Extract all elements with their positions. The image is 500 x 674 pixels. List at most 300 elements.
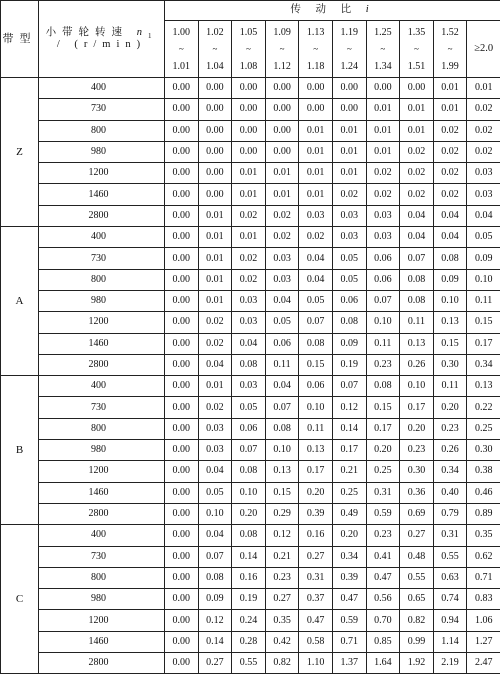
power-value-cell: 0.00 bbox=[232, 120, 266, 141]
power-value-cell: 0.02 bbox=[433, 163, 467, 184]
power-value-cell: 0.01 bbox=[400, 120, 434, 141]
speed-cell: 980 bbox=[39, 589, 165, 610]
power-value-cell: 0.28 bbox=[232, 631, 266, 652]
power-value-cell: 0.04 bbox=[232, 333, 266, 354]
power-value-cell: 0.17 bbox=[467, 333, 500, 354]
power-value-cell: 0.01 bbox=[198, 205, 232, 226]
power-value-cell: 0.06 bbox=[299, 376, 333, 397]
power-value-cell: 0.13 bbox=[400, 333, 434, 354]
power-value-cell: 0.39 bbox=[332, 567, 366, 588]
power-value-cell: 0.02 bbox=[232, 248, 266, 269]
power-value-cell: 0.00 bbox=[165, 354, 199, 375]
power-value-cell: 0.06 bbox=[366, 248, 400, 269]
ratio-range-header-last: ≥2.0 bbox=[467, 21, 500, 78]
power-value-cell: 0.00 bbox=[400, 78, 434, 99]
ratio-range-high: 1.04 bbox=[199, 58, 232, 75]
table-row bbox=[1, 610, 500, 631]
power-value-cell: 0.70 bbox=[366, 610, 400, 631]
power-value-cell: 0.10 bbox=[467, 269, 500, 290]
power-value-cell: 0.11 bbox=[467, 290, 500, 311]
power-value-cell: 0.27 bbox=[198, 653, 232, 674]
ratio-range-low: 1.00 bbox=[165, 24, 198, 41]
speed-cell: 1460 bbox=[39, 184, 165, 205]
power-value-cell: 0.63 bbox=[433, 567, 467, 588]
power-value-cell: 0.07 bbox=[265, 397, 299, 418]
power-value-cell: 0.08 bbox=[299, 333, 333, 354]
ratio-range-low: 1.02 bbox=[199, 24, 232, 41]
power-value-cell: 0.23 bbox=[265, 567, 299, 588]
ratio-range-high: 1.18 bbox=[299, 58, 332, 75]
power-value-cell: 0.04 bbox=[400, 227, 434, 248]
table-row bbox=[1, 78, 500, 99]
ratio-range-separator: ~ bbox=[266, 41, 299, 58]
power-value-cell: 0.02 bbox=[198, 333, 232, 354]
power-value-cell: 0.00 bbox=[332, 78, 366, 99]
power-value-cell: 0.04 bbox=[467, 205, 500, 226]
power-value-cell: 0.01 bbox=[433, 99, 467, 120]
power-value-cell: 0.03 bbox=[265, 269, 299, 290]
power-value-cell: 0.31 bbox=[299, 567, 333, 588]
power-value-cell: 0.11 bbox=[433, 376, 467, 397]
power-value-cell: 0.42 bbox=[265, 631, 299, 652]
ratio-range-header bbox=[265, 21, 299, 78]
power-value-cell: 0.41 bbox=[366, 546, 400, 567]
power-value-cell: 0.12 bbox=[332, 397, 366, 418]
power-value-cell: 0.27 bbox=[400, 525, 434, 546]
power-value-cell: 0.24 bbox=[232, 610, 266, 631]
table-row bbox=[1, 205, 500, 226]
power-value-cell: 0.17 bbox=[400, 397, 434, 418]
power-value-cell: 0.00 bbox=[165, 205, 199, 226]
speed-cell: 1200 bbox=[39, 610, 165, 631]
speed-header-label: 小带轮转速 bbox=[46, 27, 129, 38]
ratio-range-low: 1.13 bbox=[299, 24, 332, 41]
ratio-range-low: 1.25 bbox=[367, 24, 400, 41]
power-value-cell: 0.05 bbox=[332, 248, 366, 269]
ratio-range-low: 1.19 bbox=[333, 24, 366, 41]
table-header bbox=[1, 1, 500, 78]
power-value-cell: 0.08 bbox=[332, 312, 366, 333]
power-value-cell: 0.02 bbox=[198, 397, 232, 418]
power-value-cell: 0.01 bbox=[299, 120, 333, 141]
power-value-cell: 0.23 bbox=[366, 525, 400, 546]
power-value-cell: 0.07 bbox=[232, 440, 266, 461]
power-value-cell: 0.00 bbox=[265, 78, 299, 99]
power-value-cell: 0.02 bbox=[400, 141, 434, 162]
ratio-range-header bbox=[232, 21, 266, 78]
power-value-cell: 0.10 bbox=[433, 290, 467, 311]
power-value-cell: 0.17 bbox=[332, 440, 366, 461]
power-value-cell: 0.03 bbox=[366, 205, 400, 226]
power-value-cell: 0.11 bbox=[400, 312, 434, 333]
table-row bbox=[1, 440, 500, 461]
power-value-cell: 0.26 bbox=[433, 440, 467, 461]
table-row bbox=[1, 589, 500, 610]
power-value-cell: 0.17 bbox=[366, 418, 400, 439]
power-value-cell: 0.10 bbox=[232, 482, 266, 503]
power-value-cell: 0.29 bbox=[265, 503, 299, 524]
power-value-cell: 0.09 bbox=[198, 589, 232, 610]
table-row bbox=[1, 461, 500, 482]
table-row bbox=[1, 503, 500, 524]
power-value-cell: 0.00 bbox=[165, 99, 199, 120]
power-value-cell: 0.01 bbox=[299, 163, 333, 184]
power-value-cell: 0.15 bbox=[433, 333, 467, 354]
power-value-cell: 0.01 bbox=[198, 248, 232, 269]
power-value-cell: 0.00 bbox=[165, 631, 199, 652]
power-value-cell: 0.00 bbox=[232, 141, 266, 162]
speed-cell: 980 bbox=[39, 290, 165, 311]
ratio-range-low: 1.05 bbox=[232, 24, 265, 41]
speed-cell: 2800 bbox=[39, 503, 165, 524]
power-value-cell: 0.03 bbox=[332, 227, 366, 248]
speed-cell: 2800 bbox=[39, 354, 165, 375]
power-value-cell: 0.01 bbox=[198, 376, 232, 397]
power-value-cell: 0.01 bbox=[232, 163, 266, 184]
power-value-cell: 0.16 bbox=[299, 525, 333, 546]
power-value-cell: 0.20 bbox=[366, 440, 400, 461]
power-value-cell: 0.00 bbox=[165, 184, 199, 205]
power-value-cell: 1.14 bbox=[433, 631, 467, 652]
power-value-cell: 0.00 bbox=[332, 99, 366, 120]
power-value-cell: 0.00 bbox=[366, 78, 400, 99]
power-value-cell: 0.27 bbox=[265, 589, 299, 610]
power-value-cell: 0.47 bbox=[332, 589, 366, 610]
speed-cell: 980 bbox=[39, 141, 165, 162]
power-value-cell: 0.71 bbox=[467, 567, 500, 588]
power-value-cell: 0.00 bbox=[165, 376, 199, 397]
power-value-cell: 0.47 bbox=[299, 610, 333, 631]
power-value-cell: 0.00 bbox=[265, 120, 299, 141]
power-value-cell: 0.00 bbox=[165, 312, 199, 333]
power-value-cell: 0.15 bbox=[467, 312, 500, 333]
table-row bbox=[1, 631, 500, 652]
power-value-cell: 0.08 bbox=[265, 418, 299, 439]
power-value-cell: 0.39 bbox=[299, 503, 333, 524]
power-value-cell: 0.11 bbox=[299, 418, 333, 439]
power-value-cell: 0.17 bbox=[299, 461, 333, 482]
power-value-cell: 0.00 bbox=[265, 99, 299, 120]
ratio-range-low: 1.09 bbox=[266, 24, 299, 41]
power-value-cell: 0.19 bbox=[332, 354, 366, 375]
power-value-cell: 0.20 bbox=[433, 397, 467, 418]
power-value-cell: 0.31 bbox=[433, 525, 467, 546]
power-value-cell: 0.02 bbox=[198, 312, 232, 333]
speed-cell: 800 bbox=[39, 269, 165, 290]
belt-type-header: 带型 bbox=[1, 1, 39, 78]
power-value-cell: 0.04 bbox=[299, 269, 333, 290]
power-value-cell: 0.19 bbox=[232, 589, 266, 610]
power-value-cell: 0.34 bbox=[467, 354, 500, 375]
power-value-cell: 0.05 bbox=[232, 397, 266, 418]
power-value-cell: 0.01 bbox=[332, 163, 366, 184]
power-value-cell: 0.05 bbox=[198, 482, 232, 503]
speed-cell: 1200 bbox=[39, 461, 165, 482]
power-value-cell: 0.00 bbox=[165, 610, 199, 631]
power-value-cell: 0.00 bbox=[198, 163, 232, 184]
power-value-cell: 0.04 bbox=[433, 227, 467, 248]
speed-cell: 1200 bbox=[39, 163, 165, 184]
table-row bbox=[1, 269, 500, 290]
power-value-cell: 0.21 bbox=[332, 461, 366, 482]
belt-type-cell: A bbox=[1, 227, 39, 376]
power-value-cell: 0.94 bbox=[433, 610, 467, 631]
power-value-cell: 0.00 bbox=[198, 99, 232, 120]
power-value-cell: 0.04 bbox=[400, 205, 434, 226]
power-value-cell: 0.26 bbox=[400, 354, 434, 375]
power-value-cell: 0.02 bbox=[467, 99, 500, 120]
belt-type-cell: B bbox=[1, 376, 39, 525]
speed-cell: 400 bbox=[39, 227, 165, 248]
power-value-cell: 0.04 bbox=[198, 461, 232, 482]
speed-cell: 800 bbox=[39, 120, 165, 141]
power-value-cell: 0.08 bbox=[232, 461, 266, 482]
power-value-cell: 0.00 bbox=[198, 78, 232, 99]
power-value-cell: 0.07 bbox=[299, 312, 333, 333]
ratio-range-separator: ~ bbox=[232, 41, 265, 58]
power-value-cell: 0.20 bbox=[332, 525, 366, 546]
power-value-cell: 0.15 bbox=[265, 482, 299, 503]
speed-cell: 730 bbox=[39, 99, 165, 120]
power-value-cell: 0.00 bbox=[165, 141, 199, 162]
power-value-cell: 0.71 bbox=[332, 631, 366, 652]
power-value-cell: 0.25 bbox=[332, 482, 366, 503]
speed-cell: 730 bbox=[39, 397, 165, 418]
ratio-range-header bbox=[332, 21, 366, 78]
table-row bbox=[1, 376, 500, 397]
ratio-range-separator: ~ bbox=[434, 41, 467, 58]
speed-cell: 800 bbox=[39, 567, 165, 588]
speed-cell: 800 bbox=[39, 418, 165, 439]
power-value-cell: 0.00 bbox=[265, 141, 299, 162]
power-value-cell: 0.01 bbox=[299, 184, 333, 205]
power-value-cell: 0.83 bbox=[467, 589, 500, 610]
power-value-cell: 0.30 bbox=[400, 461, 434, 482]
power-value-cell: 0.00 bbox=[165, 461, 199, 482]
power-value-cell: 0.08 bbox=[232, 525, 266, 546]
power-value-cell: 0.36 bbox=[400, 482, 434, 503]
power-value-cell: 2.47 bbox=[467, 653, 500, 674]
power-value-cell: 0.01 bbox=[400, 99, 434, 120]
table-row bbox=[1, 418, 500, 439]
power-value-cell: 0.00 bbox=[165, 248, 199, 269]
table-row bbox=[1, 546, 500, 567]
table-row bbox=[1, 184, 500, 205]
speed-cell: 980 bbox=[39, 440, 165, 461]
table-row bbox=[1, 120, 500, 141]
ratio-range-header bbox=[198, 21, 232, 78]
power-value-cell: 1.27 bbox=[467, 631, 500, 652]
power-value-cell: 0.27 bbox=[299, 546, 333, 567]
power-value-cell: 0.11 bbox=[366, 333, 400, 354]
ratio-range-high: 1.51 bbox=[400, 58, 433, 75]
power-value-cell: 0.07 bbox=[400, 248, 434, 269]
power-value-cell: 0.02 bbox=[299, 227, 333, 248]
ratio-header bbox=[165, 1, 500, 21]
power-value-cell: 0.00 bbox=[165, 482, 199, 503]
power-value-cell: 0.59 bbox=[332, 610, 366, 631]
power-value-cell: 0.00 bbox=[299, 78, 333, 99]
power-value-cell: 0.01 bbox=[198, 269, 232, 290]
speed-cell: 1200 bbox=[39, 312, 165, 333]
power-value-cell: 0.01 bbox=[467, 78, 500, 99]
power-value-cell: 0.01 bbox=[265, 163, 299, 184]
ratio-range-separator: ~ bbox=[367, 41, 400, 58]
power-value-cell: 0.06 bbox=[366, 269, 400, 290]
power-value-cell: 0.03 bbox=[332, 205, 366, 226]
power-value-cell: 0.02 bbox=[433, 120, 467, 141]
power-value-cell: 0.14 bbox=[332, 418, 366, 439]
power-value-cell: 0.01 bbox=[433, 78, 467, 99]
power-value-cell: 0.00 bbox=[165, 525, 199, 546]
power-value-cell: 0.15 bbox=[366, 397, 400, 418]
power-value-cell: 0.59 bbox=[366, 503, 400, 524]
power-value-cell: 0.11 bbox=[265, 354, 299, 375]
power-value-cell: 0.01 bbox=[198, 290, 232, 311]
power-value-cell: 0.09 bbox=[467, 248, 500, 269]
power-value-cell: 0.31 bbox=[366, 482, 400, 503]
power-value-cell: 0.03 bbox=[467, 163, 500, 184]
power-value-cell: 0.13 bbox=[467, 376, 500, 397]
power-value-cell: 0.02 bbox=[232, 269, 266, 290]
speed-cell: 400 bbox=[39, 78, 165, 99]
ratio-range-high: 1.12 bbox=[266, 58, 299, 75]
speed-cell: 1460 bbox=[39, 333, 165, 354]
power-value-cell: 0.03 bbox=[198, 440, 232, 461]
power-value-cell: 0.03 bbox=[467, 184, 500, 205]
power-value-cell: 0.25 bbox=[467, 418, 500, 439]
power-value-cell: 0.03 bbox=[232, 312, 266, 333]
power-value-cell: 0.00 bbox=[165, 418, 199, 439]
speed-header-unit: / (r/min) bbox=[57, 39, 146, 50]
power-value-cell: 0.02 bbox=[433, 184, 467, 205]
power-value-cell: 0.00 bbox=[165, 227, 199, 248]
power-value-cell: 1.37 bbox=[332, 653, 366, 674]
power-value-cell: 0.62 bbox=[467, 546, 500, 567]
power-value-cell: 0.05 bbox=[467, 227, 500, 248]
power-value-cell: 0.00 bbox=[165, 397, 199, 418]
power-value-cell: 0.03 bbox=[299, 205, 333, 226]
power-value-cell: 0.49 bbox=[332, 503, 366, 524]
power-value-cell: 0.25 bbox=[366, 461, 400, 482]
power-value-cell: 0.38 bbox=[467, 461, 500, 482]
power-value-cell: 0.02 bbox=[265, 205, 299, 226]
power-value-cell: 0.04 bbox=[299, 248, 333, 269]
power-value-cell: 0.12 bbox=[198, 610, 232, 631]
power-value-cell: 0.23 bbox=[433, 418, 467, 439]
power-value-cell: 0.00 bbox=[165, 589, 199, 610]
power-value-cell: 0.08 bbox=[366, 376, 400, 397]
power-value-cell: 0.13 bbox=[265, 461, 299, 482]
ratio-header-symbol: i bbox=[366, 4, 375, 15]
table-row bbox=[1, 99, 500, 120]
ratio-range-high: 1.24 bbox=[333, 58, 366, 75]
ratio-range-high: 1.08 bbox=[232, 58, 265, 75]
power-value-cell: 0.35 bbox=[265, 610, 299, 631]
power-value-cell: 0.07 bbox=[332, 376, 366, 397]
power-value-cell: 0.03 bbox=[366, 227, 400, 248]
power-value-cell: 0.08 bbox=[232, 354, 266, 375]
power-value-cell: 0.10 bbox=[366, 312, 400, 333]
power-value-cell: 0.01 bbox=[332, 141, 366, 162]
ratio-range-separator: ~ bbox=[333, 41, 366, 58]
power-value-cell: 0.05 bbox=[299, 290, 333, 311]
power-value-cell: 0.00 bbox=[165, 78, 199, 99]
power-value-cell: 2.19 bbox=[433, 653, 467, 674]
speed-header-subscript: 1 bbox=[148, 32, 158, 40]
power-value-cell: 0.08 bbox=[433, 248, 467, 269]
power-value-cell: 0.09 bbox=[332, 333, 366, 354]
power-value-cell: 0.02 bbox=[467, 120, 500, 141]
ratio-range-high: 1.01 bbox=[165, 58, 198, 75]
power-value-cell: 0.00 bbox=[232, 99, 266, 120]
power-value-cell: 0.02 bbox=[366, 163, 400, 184]
belt-type-cell: C bbox=[1, 525, 39, 674]
power-value-cell: 0.00 bbox=[198, 184, 232, 205]
table-row bbox=[1, 290, 500, 311]
power-value-cell: 0.16 bbox=[232, 567, 266, 588]
table-row bbox=[1, 163, 500, 184]
power-value-cell: 0.00 bbox=[165, 120, 199, 141]
table-row bbox=[1, 333, 500, 354]
power-value-cell: 0.09 bbox=[433, 269, 467, 290]
power-value-cell: 0.00 bbox=[165, 440, 199, 461]
table-row bbox=[1, 354, 500, 375]
power-value-cell: 0.00 bbox=[165, 653, 199, 674]
power-value-cell: 0.04 bbox=[265, 290, 299, 311]
ratio-range-separator: ~ bbox=[299, 41, 332, 58]
power-value-cell: 0.82 bbox=[400, 610, 434, 631]
power-value-cell: 0.55 bbox=[433, 546, 467, 567]
power-value-cell: 0.03 bbox=[265, 248, 299, 269]
power-value-cell: 0.40 bbox=[433, 482, 467, 503]
power-value-cell: 1.10 bbox=[299, 653, 333, 674]
power-value-cell: 0.05 bbox=[265, 312, 299, 333]
power-value-cell: 0.20 bbox=[232, 503, 266, 524]
power-value-cell: 0.02 bbox=[366, 184, 400, 205]
speed-cell: 730 bbox=[39, 248, 165, 269]
power-value-cell: 0.22 bbox=[467, 397, 500, 418]
power-value-cell: 0.79 bbox=[433, 503, 467, 524]
ratio-range-high: 1.99 bbox=[434, 58, 467, 75]
speed-header bbox=[39, 1, 165, 78]
table-row bbox=[1, 482, 500, 503]
power-value-cell: 0.21 bbox=[265, 546, 299, 567]
table-row bbox=[1, 653, 500, 674]
power-value-cell: 0.02 bbox=[332, 184, 366, 205]
power-value-cell: 0.02 bbox=[232, 205, 266, 226]
table-row bbox=[1, 567, 500, 588]
power-value-cell: 0.20 bbox=[400, 418, 434, 439]
power-value-cell: 0.04 bbox=[198, 525, 232, 546]
power-value-cell: 0.07 bbox=[198, 546, 232, 567]
power-value-cell: 0.00 bbox=[232, 78, 266, 99]
power-value-cell: 0.03 bbox=[232, 376, 266, 397]
table-row bbox=[1, 248, 500, 269]
power-value-cell: 0.10 bbox=[198, 503, 232, 524]
power-value-cell: 0.00 bbox=[165, 503, 199, 524]
power-value-cell: 0.10 bbox=[265, 440, 299, 461]
table-row bbox=[1, 227, 500, 248]
power-value-cell: 0.03 bbox=[198, 418, 232, 439]
power-value-cell: 0.58 bbox=[299, 631, 333, 652]
power-value-cell: 0.02 bbox=[400, 163, 434, 184]
power-value-cell: 0.48 bbox=[400, 546, 434, 567]
power-value-cell: 0.02 bbox=[265, 227, 299, 248]
ratio-range-high: 1.34 bbox=[367, 58, 400, 75]
power-value-cell: 0.14 bbox=[198, 631, 232, 652]
table-row bbox=[1, 397, 500, 418]
